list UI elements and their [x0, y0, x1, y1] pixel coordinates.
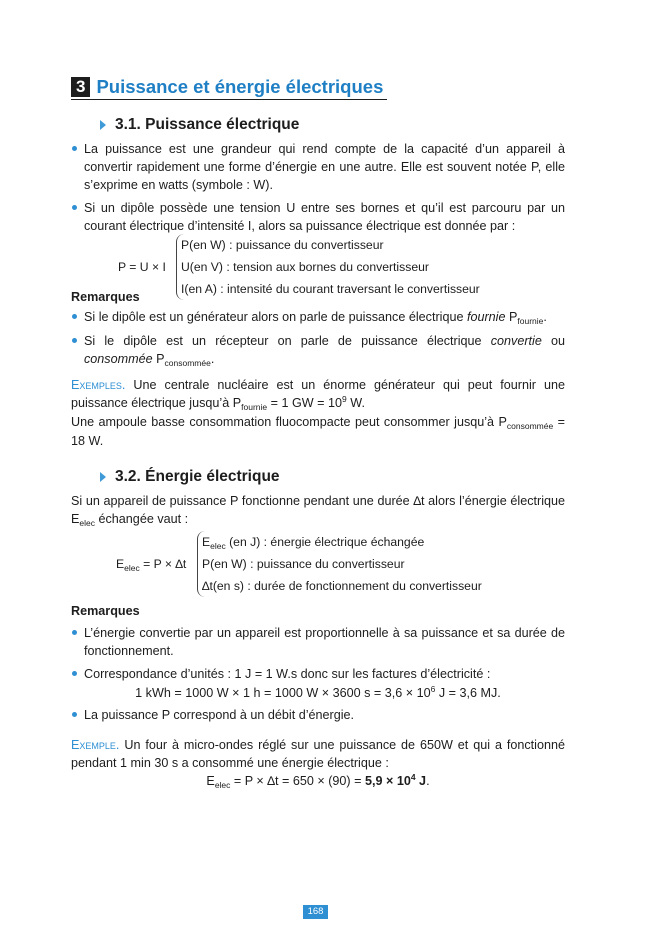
power-formula: P = U × I: [118, 260, 166, 274]
example-label: Exemples.: [71, 378, 126, 392]
example-1: [71, 376, 565, 413]
list-item: Correspondance d’unités : 1 J = 1 W.s donc sur les factures d’électricité :: [71, 665, 565, 683]
example-subscript: fournie: [241, 402, 268, 412]
power-bullets: [71, 140, 565, 240]
definition-symbol: E: [202, 535, 211, 549]
list-item: Si un dipôle possède une tension U entre ses bornes et qu’il est parcouru par un courant électrique d’intensité I, alors sa puissance électrique est donnée par :: [71, 199, 565, 235]
remark-symbol: P: [505, 310, 518, 324]
example-text: Une centrale nucléaire est un énorme générateur qui peut fournir une puissance électrique jusqu’à P: [71, 378, 565, 410]
formula-symbol: E: [116, 557, 125, 571]
section-title: Puissance et énergie électriques: [96, 76, 384, 97]
remarks-heading: Remarques: [71, 604, 140, 618]
calc-result: [365, 774, 426, 788]
example-label: Exemple.: [71, 738, 120, 752]
definition-subscript: elec: [210, 541, 226, 551]
energy-remarks: [71, 624, 565, 685]
energy-remark-3: [71, 706, 565, 729]
list-item: La puissance P correspond à un débit d’énergie.: [71, 706, 565, 724]
example-text: Un four à micro-ondes réglé sur une puissance de 650W et qui a fonctionné pendant 1 min 30 s a consommé une énergie électrique :: [71, 738, 565, 770]
remarks-heading: Remarques: [71, 290, 140, 304]
subsection-title: 3.1. Puissance électrique: [115, 116, 300, 133]
calc-result-value: 5,9 × 10: [364, 774, 411, 788]
power-examples: [71, 376, 565, 450]
remark-emphasis: consommée: [84, 352, 153, 366]
subsection-heading-power: [100, 116, 299, 134]
definition-p: P(en W) : puissance du convertisseur: [181, 238, 384, 252]
list-item: L’énergie convertie par un appareil est proportionnelle à sa puissance et sa durée de fonctionnement.: [71, 624, 565, 660]
conversion-text: 1 kWh = 1000 W × 1 h = 1000 W × 3600 s = 3,6 × 10: [135, 686, 431, 700]
remark-text: ou: [541, 334, 565, 348]
energy-intro: [71, 492, 565, 529]
calc-text: = P × ∆t = 650 × (90) =: [230, 774, 365, 788]
unit-conversion: [71, 684, 565, 703]
subsection-heading-energy: [100, 468, 280, 486]
remark-subscript: consommée: [164, 358, 211, 368]
definition-e: [202, 531, 482, 553]
intro-text: Si un appareil de puissance P fonctionne pendant une durée ∆t alors l’énergie électrique E: [71, 494, 565, 526]
conversion-text: J = 3,6 MJ.: [435, 686, 501, 700]
example-subscript: consommée: [506, 421, 554, 431]
remark-emphasis: fournie: [466, 310, 506, 324]
conversion-superscript: 6: [430, 684, 436, 694]
definition-i: I(en A) : intensité du courant traversant le convertisseur: [181, 282, 480, 296]
formula-rhs: = P × ∆t: [139, 557, 187, 571]
list-item: La puissance est une grandeur qui rend compte de la capacité d’un appareil à convertir rapidement une forme d’énergie en une autre. Elle est souvent notée P, elle s’exprime en watts (symbole : W).: [71, 140, 565, 194]
example-text: = 1 GW = 10: [267, 396, 343, 410]
remark-symbol: P: [152, 352, 165, 366]
calc-result-unit: J: [415, 774, 427, 788]
energy-formula: [116, 555, 186, 574]
remark-subscript: fournie: [517, 316, 544, 326]
subsection-title: 3.2. Énergie électrique: [115, 468, 280, 485]
intro-text: échangée vaut :: [95, 512, 189, 526]
list-item: Si le dipôle est un récepteur on parle de puissance électrique convertie ou consommée $P_{consommée}$.: [71, 332, 565, 369]
energy-example-calc: [71, 772, 565, 791]
calc-symbol: E: [206, 774, 215, 788]
page-number: 168: [303, 905, 328, 919]
power-definitions: [176, 234, 480, 300]
definition-p: P(en W) : puissance du convertisseur: [202, 557, 405, 571]
power-remarks: [71, 308, 565, 374]
calc-subscript: elec: [214, 780, 231, 790]
definition-dt: ∆t(en s) : durée de fonctionnement du convertisseur: [202, 579, 482, 593]
list-item: Si le dipôle est un générateur alors on parle de puissance électrique fournie $P_{fournie}$.: [71, 308, 565, 327]
example-text: = 18 W.: [71, 415, 565, 448]
remark-text: Si le dipôle est un récepteur on parle de puissance électrique: [84, 334, 491, 348]
example-2: [71, 413, 565, 450]
remark-emphasis: convertie: [490, 334, 542, 348]
example-superscript: 9: [342, 394, 347, 404]
section-number: 3: [71, 77, 90, 97]
calc-end: .: [426, 774, 430, 788]
calc-result-superscript: 4: [410, 772, 416, 782]
triangle-bullet-icon: [100, 120, 106, 130]
definition-text: (en J) : énergie électrique échangée: [225, 535, 425, 549]
section-heading: [71, 76, 387, 100]
definition-u: U(en V) : tension aux bornes du convertisseur: [181, 260, 429, 274]
intro-subscript: elec: [79, 518, 95, 528]
remark-text: Si le dipôle est un générateur alors on parle de puissance électrique: [84, 310, 467, 324]
example-text: Une ampoule basse consommation fluocompacte peut consommer jusqu’à P: [71, 415, 507, 429]
formula-subscript: elec: [124, 563, 140, 573]
triangle-bullet-icon: [100, 472, 106, 482]
energy-example: [71, 736, 565, 772]
example-text: W.: [346, 396, 365, 410]
energy-definitions: [197, 531, 482, 597]
